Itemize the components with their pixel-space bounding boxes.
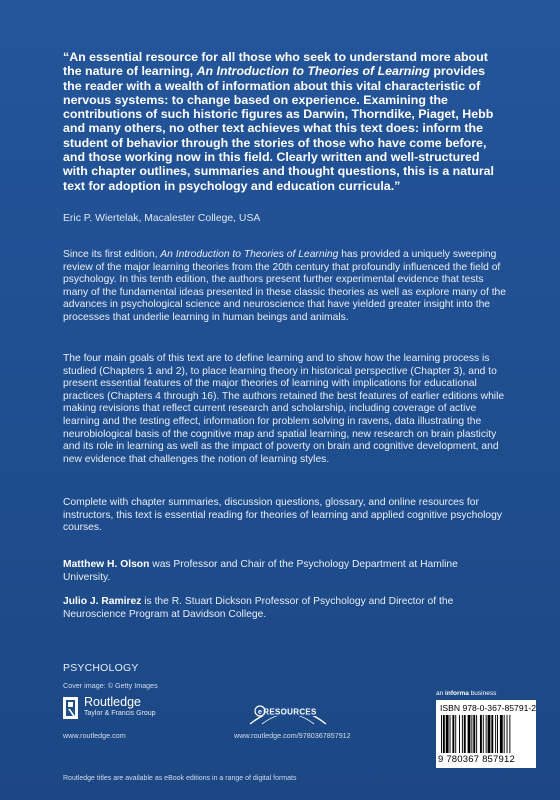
quote-text-end: provides the reader with a wealth of information about this vital characteristic of nervous systems: to change based on experience. Examining the contributions of such historic figures as Darwin, Thorndike, Piaget, Hebb and many others, no other text achieves what this text does: inform the student of behavior through the stories of those who have come before, and those working now in this field. Clearly written and well-structured with chapter outlines, summaries and thought questions, this is a natural text for adoption in psychology and education curricula.”	[63, 64, 494, 193]
publisher-name: Routledge	[84, 695, 141, 709]
description-paragraph-1	[63, 249, 508, 325]
author-name: Julio J. Ramirez	[63, 596, 142, 607]
author-bio-1	[63, 559, 508, 584]
publisher-url: www.routledge.com	[63, 731, 126, 740]
author-bio-text: was Professor and Chair of the Psychology Department at Hamline University.	[63, 559, 458, 583]
publisher-group: Taylor & Francis Group	[84, 710, 156, 717]
p1-end: has provided a uniquely sweeping review of the major learning theories from the 20th century that profoundly influenced the field of psychology. In this tenth edition, the authors present further experimental evidence that tests many of the fundamental ideas presented in these classic theories as well as explore many of the advances in psychological science and neuroscience that have yielded greater insight into the processes that underlie learning in human beings and animals.	[63, 249, 507, 323]
routledge-logo	[63, 697, 156, 719]
p1-book-title: An Introduction to Theories of Learning	[160, 249, 339, 260]
informa-prefix: an	[436, 690, 446, 697]
e-resources-logo-icon	[228, 690, 348, 730]
barcode-panel	[436, 700, 536, 768]
informa-brand: informa	[445, 690, 469, 697]
subject-category: PSYCHOLOGY	[63, 662, 139, 674]
description-paragraph-3: Complete with chapter summaries, discussion questions, glossary, and online resources for instructors, this text is essential reading for theories of learning and applied cognitive psychology courses.	[63, 497, 503, 534]
routledge-mark-icon	[63, 697, 78, 719]
quote-attribution: Eric P. Wiertelak, Macalester College, USA	[63, 213, 261, 224]
ebook-note: Routledge titles are available as eBook editions in a range of digital formats	[63, 775, 297, 782]
informa-suffix: business	[468, 690, 497, 697]
informa-tagline	[436, 690, 496, 697]
barcode-number: 9 780367 857912	[438, 754, 515, 765]
quote-book-title: An Introduction to Theories of Learning	[196, 64, 430, 79]
resources-url: www.routledge.com/9780367857912	[234, 731, 351, 740]
quote-text-start: “An essential resource for all those who seek to understand more about the nature of learning,	[63, 50, 488, 79]
barcode-icon	[440, 715, 532, 753]
author-bio-2	[63, 596, 508, 621]
svg-text:RESOURCES: RESOURCES	[263, 707, 317, 717]
endorsement-quote	[63, 50, 503, 193]
svg-text:e: e	[258, 709, 262, 716]
cover-credit: Cover image: © Getty Images	[63, 681, 158, 690]
description-paragraph-2: The four main goals of this text are to define learning and to show how the learning process is studied (Chapters 1 and 2), to place learning theory in historical perspective (Chapter 3), and to present essential features of the major theories of learning with implications for educational practices (Chapters 4 through 16). The authors retained the best features of earlier editions while making revisions that reflect current research and scholarship, including coverage of active learning and the testing effect, information for problem solving in ravens, data illustrating the neurobiological basis of the cognitive map and spatial learning, new research on brain plasticity and its role in learning as well as the impact of poverty on brain and cognitive development, and new evidence that challenges the notion of learning styles.	[63, 353, 505, 465]
p1-start: Since its first edition,	[63, 249, 161, 260]
isbn-number: ISBN 978-0-367-85791-2	[440, 703, 537, 713]
author-name: Matthew H. Olson	[63, 559, 150, 570]
author-bio-text: is the R. Stuart Dickson Professor of Psychology and Director of the Neuroscience Program at Davidson College.	[63, 596, 454, 620]
